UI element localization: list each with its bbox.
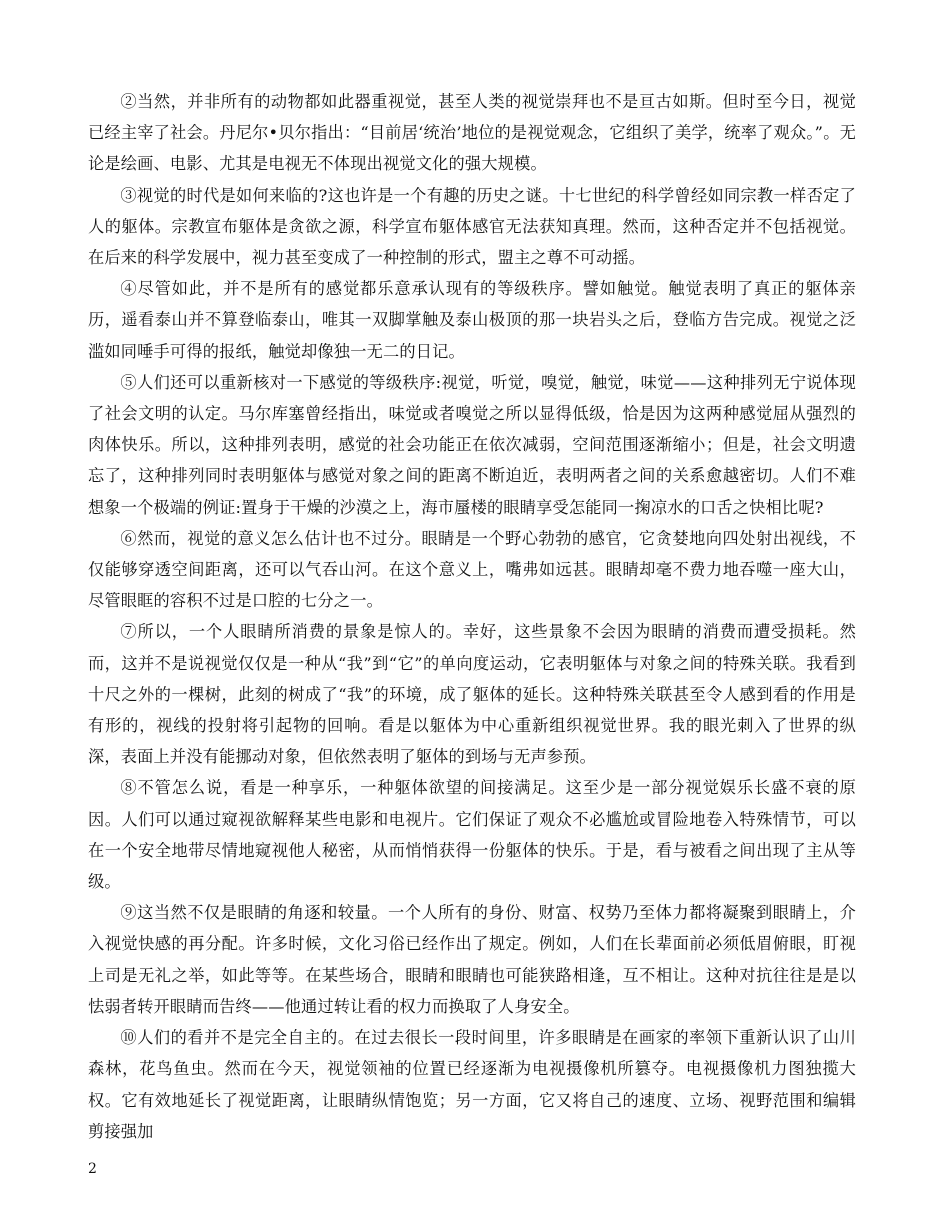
article-body	[88, 86, 856, 1147]
paragraph-8: ⑧不管怎么说，看是一种享乐，一种躯体欲望的间接满足。这至少是一部分视觉娱乐长盛不衰的原因。人们可以通过窥视欲解释某些电影和电视片。它们保证了观众不必尴尬或冒险地卷入特殊情节，可以在一个安全地带尽情地窥视他人秘密，从而悄悄获得一份躯体的快乐。于是，看与被看之间出现了主从等级。	[88, 778, 856, 892]
paragraph-7: ⑦所以，一个人眼睛所消费的景象是惊人的。幸好，这些景象不会因为眼睛的消费而遭受损耗。然而，这并不是说视觉仅仅是一种从“我”到“它”的单向度运动，它表明躯体与对象之间的特殊关联。我看到十尺之外的一棵树，此刻的树成了“我”的环境，成了躯体的延长。这种特殊关联甚至令人感到看的作用是有形的，视线的投射将引起物的回响。看是以躯体为中心重新组织视觉世界。我的眼光刺入了世界的纵深，表面上并没有能挪动对象，但依然表明了躯体的到场与无声参预。	[88, 622, 856, 767]
paragraph-5: ⑤人们还可以重新核对一下感觉的等级秩序:视觉，听觉，嗅觉，触觉，味觉——这种排列无宁说体现了社会文明的认定。马尔库塞曾经指出，味觉或者嗅觉之所以显得低级，恰是因为这两种感觉屈从强烈的肉体快乐。所以，这种排列表明，感觉的社会功能正在依次减弱，空间范围逐渐缩小；但是，社会文明遗忘了，这种排列同时表明躯体与感觉对象之间的距离不断迫近，表明两者之间的关系愈越密切。人们不难想象一个极端的例证:置身于干燥的沙漠之上，海市蜃楼的眼睛享受怎能同一掬凉水的口舌之快相比呢?	[88, 372, 856, 517]
paragraph-3: ③视觉的时代是如何来临的?这也许是一个有趣的历史之谜。十七世纪的科学曾经如同宗教一样否定了人的躯体。宗教宣布躯体是贪欲之源，科学宣布躯体感官无法获知真理。然而，这种否定并不包括视觉。在后来的科学发展中，视力甚至变成了一种控制的形式，盟主之尊不可动摇。	[88, 185, 856, 268]
paragraph-6: ⑥然而，视觉的意义怎么估计也不过分。眼睛是一个野心勃勃的感官，它贪婪地向四处射出视线，不仅能够穿透空间距离，还可以气吞山河。在这个意义上，嘴弗如远甚。眼睛却毫不费力地吞噬一座大山，尽管眼眶的容积不过是口腔的七分之一。	[88, 528, 856, 611]
paragraph-4: ④尽管如此，并不是所有的感觉都乐意承认现有的等级秩序。譬如触觉。触觉表明了真正的躯体亲历，遥看泰山并不算登临泰山，唯其一双脚掌触及泰山极顶的那一块岩头之后，登临方告完成。视觉之泛滥如同唾手可得的报纸，触觉却像独一无二的日记。	[88, 279, 856, 361]
paragraph-2: ②当然，并非所有的动物都如此器重视觉，甚至人类的视觉崇拜也不是亘古如斯。但时至今日，视觉已经主宰了社会。丹尼尔•贝尔指出：“目前居‘统治’地位的是视觉观念，它组织了美学，统率了观众。”。无论是绘画、电影、尤其是电视无不体现出视觉文化的强大规模。	[88, 92, 856, 174]
page-number: 2	[88, 1161, 97, 1177]
paragraph-9: ⑨这当然不仅是眼睛的角逐和较量。一个人所有的身份、财富、权势乃至体力都将凝聚到眼睛上，介入视觉快感的再分配。许多时候，文化习俗已经作出了规定。例如，人们在长辈面前必须低眉俯眼，盯视上司是无礼之举，如此等等。在某些场合，眼睛和眼睛也可能狭路相逢，互不相让。这种对抗往往是是以怯弱者转开眼睛而告终——他通过转让看的权力而换取了人身安全。	[88, 903, 856, 1016]
paragraph-10: ⑩人们的看并不是完全自主的。在过去很长一段时间里，许多眼睛是在画家的率领下重新认识了山川森林，花鸟鱼虫。然而在今天，视觉领袖的位置已经逐渐为电视摄像机所篡夺。电视摄像机力图独揽大权。它有效地延长了视觉距离，让眼睛纵情饱览；另一方面，它又将自己的速度、立场、视野范围和编辑剪接强加	[88, 1028, 856, 1141]
